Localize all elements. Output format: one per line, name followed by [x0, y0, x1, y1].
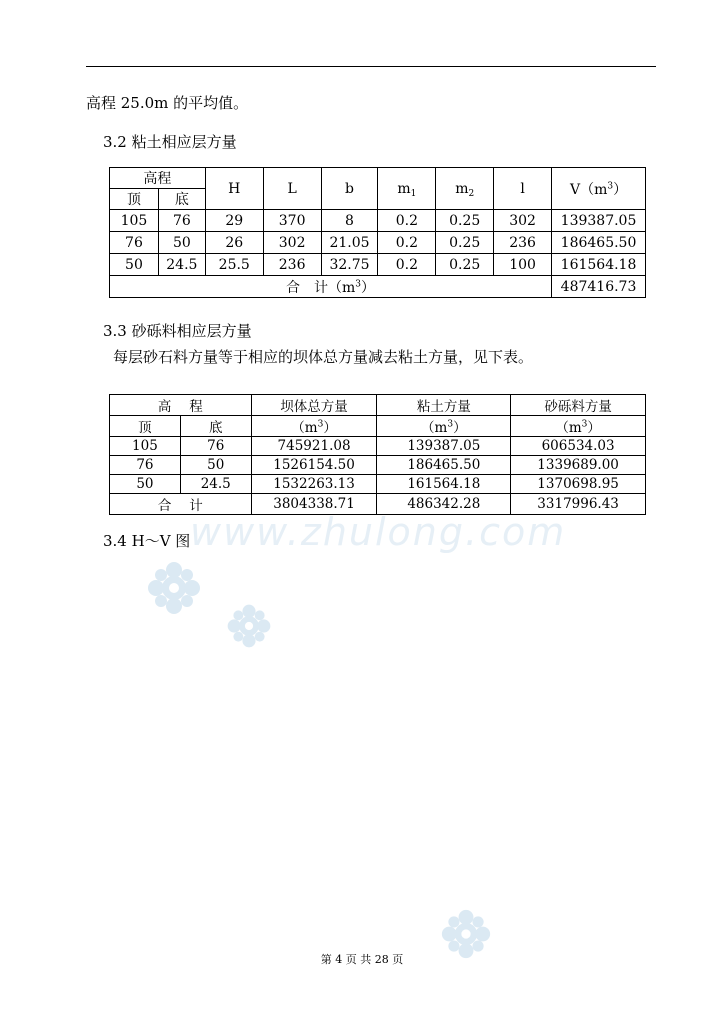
cell: 0.25 — [436, 254, 494, 276]
table-row — [110, 437, 646, 456]
header-L: L — [263, 168, 321, 210]
cell: 0.25 — [436, 210, 494, 232]
header-V: $V(m^3)$ — [552, 168, 646, 210]
cell: 606534.03 — [511, 437, 646, 456]
header-l: l — [494, 168, 552, 210]
cell: 25.5 — [205, 254, 263, 276]
cell: 1532263.13 — [251, 475, 377, 494]
header-m1: $m_1$ — [378, 168, 436, 210]
table-header-row — [110, 395, 646, 416]
header-elevation: 高 程 — [110, 395, 252, 416]
cell: 76 — [110, 456, 181, 475]
header-clay-volume: 粘土方量 — [377, 395, 511, 416]
cell: 161564.18 — [377, 475, 511, 494]
cell: 32.75 — [321, 254, 378, 276]
cell: 302 — [494, 210, 552, 232]
cell: 21.05 — [321, 232, 378, 254]
cell: 0.2 — [378, 210, 436, 232]
snowflake-watermark-icon — [226, 603, 272, 649]
cell: 50 — [110, 475, 181, 494]
cell: 1370698.95 — [511, 475, 646, 494]
header-m2: $m_2$ — [436, 168, 494, 210]
cell: 50 — [110, 254, 159, 276]
header-H: H — [205, 168, 263, 210]
table-header-row — [110, 168, 646, 189]
cell: 161564.18 — [552, 254, 646, 276]
section-3-2-heading: 3.2 粘土相应层方量 — [103, 133, 237, 151]
cell: 50 — [180, 456, 251, 475]
header-b: b — [321, 168, 378, 210]
header-top: 顶 — [110, 189, 159, 210]
table-row — [110, 456, 646, 475]
cell: 236 — [263, 254, 321, 276]
cell: 370 — [263, 210, 321, 232]
cell: 8 — [321, 210, 378, 232]
cell: 24.5 — [158, 254, 205, 276]
total-label: 合 计$(m^3)$ — [110, 276, 552, 298]
cell: 76 — [110, 232, 159, 254]
cell: 0.2 — [378, 232, 436, 254]
table-row — [110, 475, 646, 494]
cell: 50 — [158, 232, 205, 254]
section-3-3-heading: 3.3 砂砾料相应层方量 — [103, 322, 252, 340]
cell: 24.5 — [180, 475, 251, 494]
cell: 139387.05 — [377, 437, 511, 456]
table-row — [110, 232, 646, 254]
cell: 26 — [205, 232, 263, 254]
header-dam-volume: 坝体总方量 — [251, 395, 377, 416]
cell: 29 — [205, 210, 263, 232]
cell: 186465.50 — [377, 456, 511, 475]
cell: 76 — [180, 437, 251, 456]
watermark-text: www.zhulong.com — [190, 510, 567, 554]
total-value: 3317996.43 — [511, 494, 646, 515]
cell: 100 — [494, 254, 552, 276]
table-row — [110, 210, 646, 232]
clay-volume-table — [109, 167, 646, 298]
header-unit: $(m^3)$ — [251, 416, 377, 437]
cell: 76 — [158, 210, 205, 232]
gravel-volume-table — [109, 394, 646, 515]
total-label: 合 计 — [110, 494, 252, 515]
cell: 105 — [110, 210, 159, 232]
table-row — [110, 254, 646, 276]
cell: 302 — [263, 232, 321, 254]
section-3-3-description: 每层砂石料方量等于相应的坝体总方量减去粘土方量，见下表。 — [113, 348, 534, 366]
cell: 1339689.00 — [511, 456, 646, 475]
header-unit: $(m^3)$ — [377, 416, 511, 437]
total-value: 486342.28 — [377, 494, 511, 515]
header-unit: $(m^3)$ — [511, 416, 646, 437]
table-header-row — [110, 416, 646, 437]
cell: 0.25 — [436, 232, 494, 254]
cell: 1526154.50 — [251, 456, 377, 475]
header-rule — [86, 66, 656, 67]
table-total-row — [110, 494, 646, 515]
header-gravel-volume: 砂砾料方量 — [511, 395, 646, 416]
header-elevation: 高程 — [110, 168, 206, 189]
header-bottom: 底 — [180, 416, 251, 437]
cell: 236 — [494, 232, 552, 254]
total-value: 3804338.71 — [251, 494, 377, 515]
header-bottom: 底 — [158, 189, 205, 210]
section-3-4-heading: 3.4 H～V 图 — [103, 532, 191, 550]
cell: 105 — [110, 437, 181, 456]
intro-line: 高程 25.0m 的平均值。 — [86, 94, 249, 112]
cell: 139387.05 — [552, 210, 646, 232]
header-top: 顶 — [110, 416, 181, 437]
page-footer: 第 4 页 共 28 页 — [320, 953, 404, 966]
cell: 745921.08 — [251, 437, 377, 456]
snowflake-watermark-icon — [146, 560, 202, 616]
table-total-row — [110, 276, 646, 298]
total-value: 487416.73 — [552, 276, 646, 298]
cell: 186465.50 — [552, 232, 646, 254]
cell: 0.2 — [378, 254, 436, 276]
